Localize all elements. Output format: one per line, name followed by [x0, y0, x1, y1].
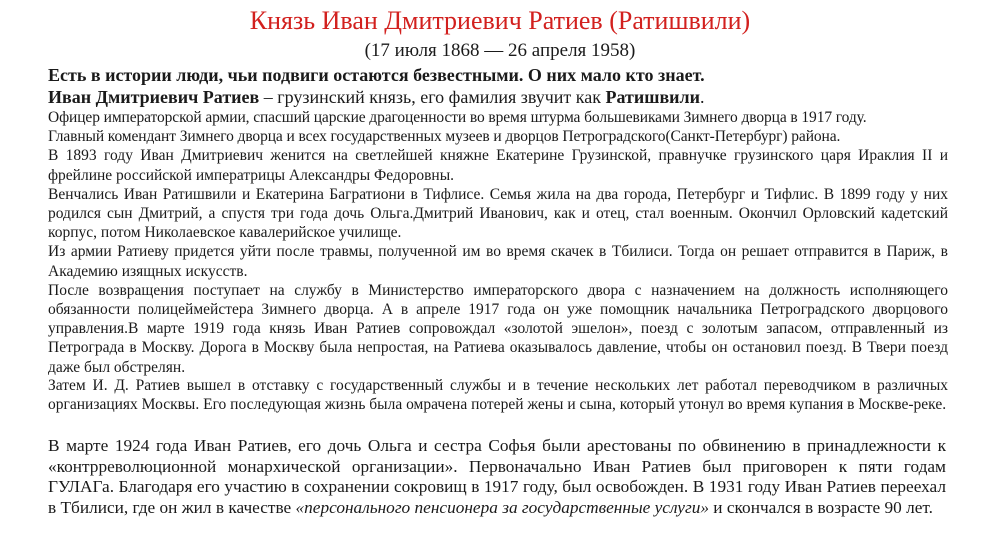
intro-name: Иван Дмитриевич Ратиев [48, 87, 260, 107]
arrest-text: В марте 1924 года Иван Ратиев, его дочь Ольга и сестра Софья были арестованы по обвинению в принадлежности к «контрреволюционной монархической организации». Первоначально Иван Ратиев был приговорен к пяти годам ГУЛАГа. Благодаря его участию в сохранении сокровищ в 1917 году, был освобожден. В 1931 году Иван Ратиев переехал в Тбилиси, где он жил в качестве [48, 436, 946, 517]
intro-line-1: Есть в истории люди, чьи подвиги остаются безвестными. О них мало кто знает. [48, 65, 705, 85]
paragraph-commandant: Главный комендант Зимнего дворца и всех государственных музеев и дворцов Петроградского(Санкт-Петербург) района. [48, 128, 841, 146]
intro-period: . [700, 87, 705, 107]
paragraph-marriage: В 1893 году Иван Дмитриевич женится на светлейшей княжне Екатерине Грузинской, правнучке грузинского царя Ираклия II и фрейлине российской императрицы Александры Федоровны. [48, 147, 948, 184]
page-title: Князь Иван Дмитриевич Ратиев (Ратишвили) [249, 6, 751, 35]
paragraph-arrest [48, 436, 946, 518]
intro-text: – грузинский князь, его фамилия звучит как [259, 87, 606, 107]
pension-quote: «персонального пенсионера за государственные услуги» [295, 497, 709, 517]
biography-body [48, 108, 948, 377]
paragraph-service: После возвращения поступает на службу в Министерство императорского двора с назначением на должность исполняющего обязанности полицеймейстера Зимнего дворца. А в апреле 1917 года он уже помощник начальника Петроградского дворцового управления.В марте 1919 года князь Иван Ратиев сопровождал «золотой эшелон», поезд с золотым запасом, отправленный из Петрограда в Москву. Дорога в Москву была непростая, на Ратиева оказывалось давление, чтобы он остановил поезд. В Твери поезд даже был обстрелян. [48, 281, 948, 376]
paragraph-officer: Офицер императорской армии, спасший царские драгоценности во время штурма большевиками Зимнего дворца в 1917 году. [48, 109, 867, 126]
paragraph-family: Венчались Иван Ратишвили и Екатерина Багратиони в Тифлисе. Семья жила на два города, Петербург и Тифлис. В 1899 году у них родился сын Дмитрий, а спустя три года дочь Ольга.Дмитрий Иванович, как и отец, стал военным. Окончил Орловский кадетский корпус, потом Николаевское кавалерийское училище. [48, 185, 948, 242]
arrest-ending: и скончался в возрасте 90 лет. [708, 497, 934, 517]
intro-surname: Ратишвили [605, 87, 700, 107]
life-dates: (17 июля 1868 — 26 апреля 1958) [364, 40, 636, 61]
paragraph-paris: Из армии Ратиеву придется уйти после травмы, полученной им во время скачек в Тбилиси. Тогда он решает отправится в Париж, в Академию изящных искусств. [48, 243, 948, 280]
intro-block [48, 64, 948, 108]
paragraph-retirement: Затем И. Д. Ратиев вышел в отставку с государственный службы и в течение нескольких лет работал переводчиком в различных организациях Москвы. Его последующая жизнь была омрачена потерей жены и сына, который утонул во время купания в Москве-реке. [48, 377, 948, 414]
intro-line-2 [48, 86, 948, 108]
